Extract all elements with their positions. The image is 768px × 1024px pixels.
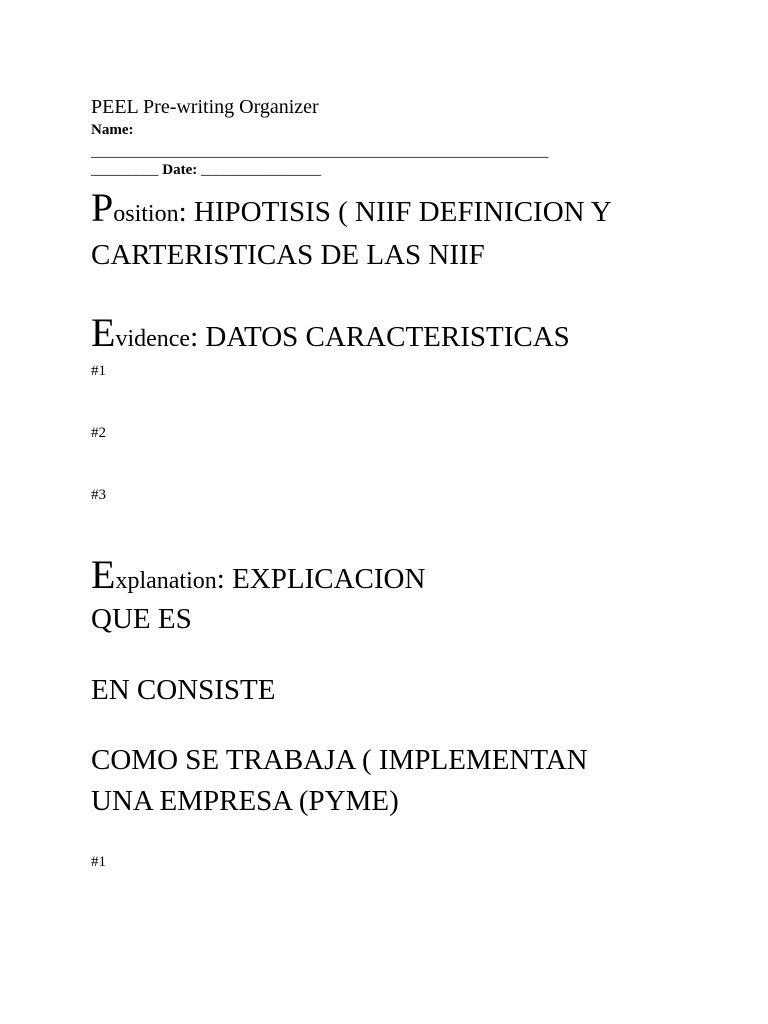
explanation-line-que-es: QUE ES — [91, 603, 192, 635]
evidence-item-2: #2 — [91, 425, 106, 441]
explanation-line-en-consiste: EN CONSISTE — [91, 674, 276, 706]
position-text-line-2: CARTERISTICAS DE LAS NIIF — [91, 239, 485, 271]
position-heading — [91, 185, 612, 230]
evidence-initial: E — [91, 310, 116, 355]
date-row — [91, 163, 321, 178]
document-title: PEEL Pre-writing Organizer — [91, 96, 319, 118]
evidence-text: DATOS CARACTERISTICAS — [198, 321, 570, 353]
explanation-heading — [91, 552, 426, 597]
position-text-line-1: HIPOTISIS ( NIIF DEFINICION Y — [186, 196, 612, 228]
position-initial: P — [91, 185, 114, 230]
explanation-item-1: #1 — [91, 854, 106, 870]
explanation-colon: : — [216, 563, 225, 595]
date-label: Date: — [162, 162, 198, 178]
explanation-initial: E — [91, 552, 116, 597]
position-label: osition — [113, 201, 179, 227]
position-colon: : — [178, 196, 187, 228]
explanation-line-como-se-trabaja: COMO SE TRABAJA ( IMPLEMENTAN — [91, 744, 588, 776]
evidence-label: vidence — [115, 326, 191, 352]
evidence-heading — [91, 310, 570, 355]
date-blank-line: ________________ — [200, 162, 321, 178]
explanation-label: xplanation — [115, 568, 217, 594]
explanation-text: EXPLICACION — [224, 563, 426, 595]
evidence-item-1: #1 — [91, 363, 106, 379]
date-leading-line: _________ — [91, 162, 159, 178]
name-label: Name: — [91, 122, 134, 138]
explanation-line-empresa: UNA EMPRESA (PYME) — [91, 785, 399, 817]
evidence-item-3: #3 — [91, 487, 106, 503]
evidence-colon: : — [190, 321, 199, 353]
name-blank-line: _____________________________________________________________ — [91, 144, 549, 160]
